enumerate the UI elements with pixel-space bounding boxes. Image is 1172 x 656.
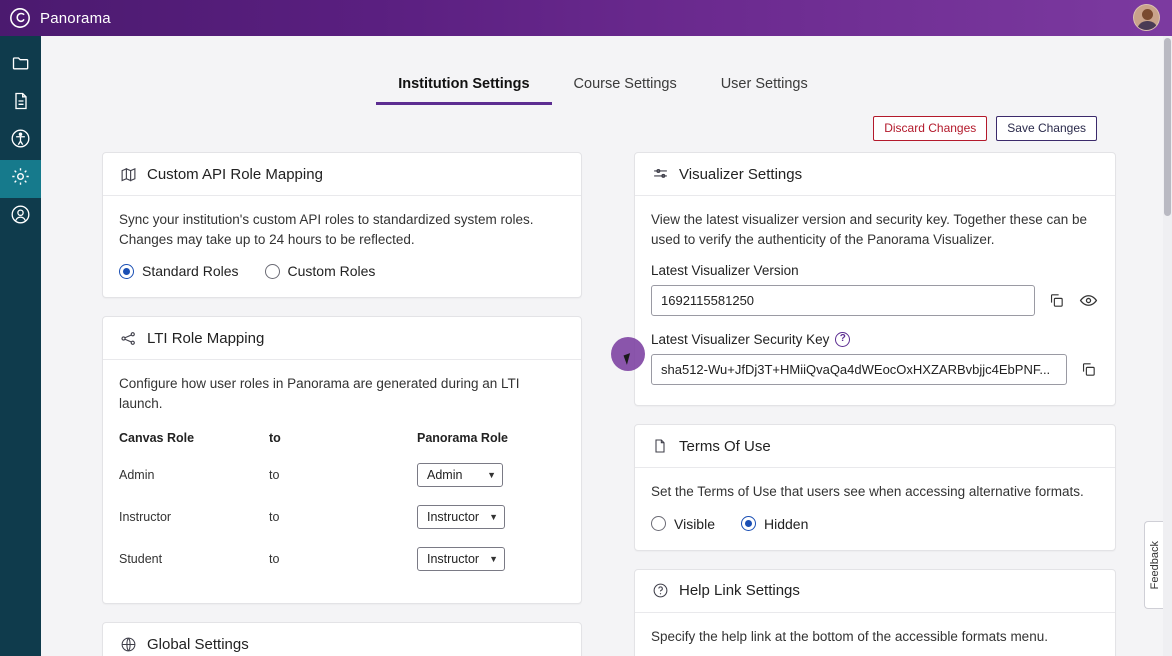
card-terms-of-use — [634, 424, 1116, 551]
cell-to: to — [269, 468, 280, 483]
user-icon — [10, 204, 31, 230]
column-canvas-role: Canvas Role — [119, 431, 195, 446]
content-area — [41, 36, 1165, 656]
map-icon — [119, 165, 137, 183]
card-title: Visualizer Settings — [679, 165, 803, 183]
sliders-icon — [651, 165, 669, 183]
lti-role-table — [119, 427, 565, 585]
help-icon[interactable]: ? — [835, 332, 850, 347]
app-title: Panorama — [40, 9, 111, 27]
visualizer-version-input[interactable]: 1692115581250 — [651, 285, 1035, 316]
cell-panorama-role — [417, 459, 565, 501]
card-header — [103, 623, 581, 656]
cell-canvas-role: Instructor — [119, 510, 172, 525]
left-rail — [0, 36, 41, 656]
user-avatar[interactable] — [1133, 4, 1160, 31]
radio-label: Visible — [674, 515, 715, 532]
discard-changes-button[interactable]: Discard Changes — [873, 116, 987, 141]
copy-icon[interactable] — [1077, 359, 1099, 381]
card-body — [635, 613, 1115, 656]
radio-dot-icon — [265, 264, 280, 279]
card-header — [103, 153, 581, 196]
card-help-link-settings — [634, 569, 1116, 656]
visualizer-key-row — [651, 354, 1099, 385]
select-value: Admin — [427, 468, 463, 483]
card-title: Global Settings — [147, 635, 249, 653]
card-lti-role-mapping — [102, 316, 582, 604]
action-buttons — [873, 116, 1097, 141]
cell-panorama-role — [417, 543, 565, 585]
scrollbar-thumb[interactable] — [1164, 38, 1171, 216]
radio-label: Custom Roles — [287, 263, 376, 280]
sidebar-item-accessibility[interactable] — [0, 122, 41, 160]
visualizer-key-label-text: Latest Visualizer Security Key — [651, 332, 830, 348]
card-description: Configure how user roles in Panorama are generated during an LTI launch. — [119, 376, 520, 411]
table-row — [119, 501, 565, 543]
eye-icon[interactable] — [1077, 290, 1099, 312]
radio-custom-roles[interactable] — [265, 263, 376, 279]
sidebar-item-documents[interactable] — [0, 84, 41, 122]
card-header — [635, 570, 1115, 613]
radio-terms-hidden[interactable] — [741, 516, 808, 532]
accessibility-icon — [10, 128, 31, 154]
feedback-tab[interactable] — [1144, 521, 1165, 609]
radio-dot-icon — [119, 264, 134, 279]
terms-visibility-radio-group — [651, 516, 1099, 532]
card-title: Terms Of Use — [679, 437, 771, 455]
radio-dot-icon — [741, 516, 756, 531]
question-icon — [651, 582, 669, 600]
spiral-logo-icon — [0, 0, 40, 36]
select-value: Instructor — [427, 552, 480, 567]
select-panorama-role-admin[interactable] — [417, 463, 503, 487]
card-title: Help Link Settings — [679, 582, 800, 600]
feedback-label: Feedback — [1149, 540, 1161, 590]
card-description: View the latest visualizer version and security key. Together these can be used to verify the authenticity of the Panorama Visualizer. — [651, 212, 1087, 247]
cell-panorama-role — [417, 501, 565, 543]
select-panorama-role-student[interactable] — [417, 547, 505, 571]
card-description: Sync your institution's custom API roles to standardized system roles. Changes may take up to 24 hours to be reflected. — [119, 212, 534, 247]
column-to: to — [269, 431, 281, 446]
role-type-radio-group — [119, 263, 565, 279]
table-header-row — [119, 427, 565, 459]
card-body — [103, 360, 581, 603]
file-icon — [651, 437, 669, 455]
table-row — [119, 543, 565, 585]
tab-course-settings[interactable]: Course Settings — [573, 76, 677, 92]
page-scrollbar[interactable] — [1163, 36, 1172, 656]
visualizer-version-label: Latest Visualizer Version — [651, 263, 799, 279]
card-visualizer-settings — [634, 152, 1116, 406]
right-column — [634, 152, 1116, 656]
copy-icon[interactable] — [1045, 290, 1067, 312]
tab-institution-settings[interactable]: Institution Settings — [376, 68, 551, 105]
select-panorama-role-instructor[interactable] — [417, 505, 505, 529]
visualizer-key-label — [651, 332, 1099, 347]
card-header — [635, 425, 1115, 468]
share-nodes-icon — [119, 329, 137, 347]
radio-dot-icon — [651, 516, 666, 531]
table-row — [119, 459, 565, 501]
cell-canvas-role: Admin — [119, 468, 155, 483]
card-custom-api-role-mapping — [102, 152, 582, 298]
card-description: Set the Terms of Use that users see when accessing alternative formats. — [651, 484, 1084, 500]
card-global-settings — [102, 622, 582, 656]
document-icon — [11, 91, 31, 116]
column-panorama-role: Panorama Role — [417, 431, 509, 446]
cell-canvas-role: Student — [119, 552, 163, 567]
radio-label: Hidden — [764, 515, 809, 532]
radio-label: Standard Roles — [142, 263, 239, 280]
visualizer-key-input[interactable]: sha512-Wu+JfDj3T+HMiiQvaQa4dWEocOxHXZARBvbjjc4EbPNF... — [651, 354, 1067, 385]
save-changes-button[interactable]: Save Changes — [996, 116, 1097, 141]
chevron-down-icon: ▼ — [487, 470, 496, 481]
chevron-down-icon: ▼ — [489, 512, 499, 523]
card-title: LTI Role Mapping — [147, 329, 265, 347]
card-body — [635, 196, 1115, 405]
visualizer-version-row — [651, 285, 1099, 316]
chevron-down-icon: ▼ — [489, 554, 499, 565]
card-title: Custom API Role Mapping — [147, 165, 323, 183]
tab-user-settings[interactable]: User Settings — [720, 76, 808, 92]
card-header — [103, 317, 581, 360]
radio-standard-roles[interactable] — [119, 263, 239, 279]
gear-icon — [10, 166, 31, 192]
top-bar — [0, 0, 1172, 36]
sidebar-item-settings[interactable] — [0, 160, 41, 198]
card-body — [103, 196, 581, 297]
card-body — [635, 468, 1115, 550]
select-value: Instructor — [427, 510, 480, 525]
cell-to: to — [269, 510, 280, 525]
settings-tabs — [41, 68, 1165, 105]
sidebar-item-account[interactable] — [0, 198, 41, 236]
card-header — [635, 153, 1115, 196]
card-description: Specify the help link at the bottom of the accessible formats menu. — [651, 628, 1048, 644]
sidebar-item-files[interactable] — [0, 46, 41, 84]
radio-terms-visible[interactable] — [651, 516, 715, 532]
globe-icon — [119, 635, 137, 653]
cell-to: to — [269, 552, 280, 567]
folder-icon — [11, 53, 31, 78]
left-column — [102, 152, 582, 656]
